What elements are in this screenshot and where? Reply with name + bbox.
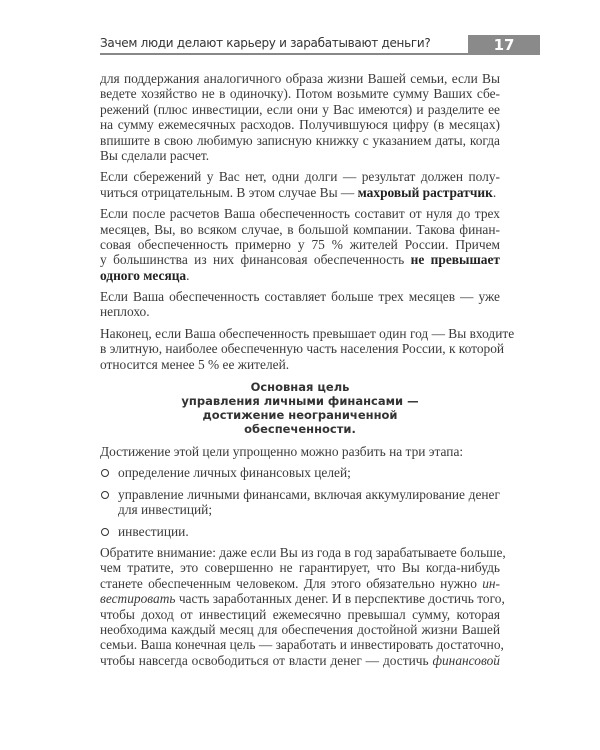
callout-line: управления личными финансами —: [181, 394, 419, 409]
bold-text: махровый растратчик: [357, 184, 493, 200]
text-span: .: [186, 267, 190, 283]
text-span: чтобы навсегда освободиться от власти денег — достичь: [100, 652, 433, 668]
text-line: [100, 607, 500, 622]
text-line: [100, 622, 500, 637]
paragraph: [100, 544, 506, 668]
paragraph: [100, 206, 500, 283]
italic-text: вестировать: [100, 591, 176, 607]
text-line: [100, 289, 500, 304]
paragraph: [100, 71, 500, 163]
page-body: [100, 71, 515, 674]
callout-box: [100, 380, 500, 436]
text-line: [100, 304, 500, 319]
text-span: .: [492, 184, 497, 200]
text-span: относится менее 5 % ее жителей.: [100, 356, 290, 372]
text-line: управление личными финансами, включая аккумулирование денег: [118, 486, 500, 502]
text-span: ведете хозяйство не в одиночку). Потом возьмите сумму Ваших сбе-: [100, 86, 500, 102]
text-line: [100, 341, 505, 357]
paragraph: [100, 289, 500, 320]
text-line: [100, 252, 500, 267]
text-span: у большинства из них финансовая обеспеченность: [100, 252, 411, 268]
text-line: [100, 653, 500, 668]
text-span: Вы сделали расчет.: [100, 147, 210, 163]
callout-line: достижение неограниченной: [202, 408, 398, 423]
text-span: режений (плюс инвестиции, если они у Вас имеются) и разделите ее: [100, 101, 500, 117]
paragraphs-after: [100, 544, 506, 668]
text-line: [100, 637, 504, 653]
text-span: совая обеспеченность примерно у 75 % жителей России. Причем: [100, 236, 500, 252]
text-line: [100, 117, 500, 132]
text-span: Если после расчетов Ваша обеспеченность составит от нуля до трех: [100, 206, 500, 222]
text-span: станете обеспеченным человеком. Для этого обязательно нужно: [100, 575, 483, 591]
bold-text: одного месяца: [100, 267, 187, 283]
text-line: [100, 206, 500, 221]
page-number: 17: [468, 35, 540, 55]
text-line: [100, 591, 505, 607]
callout-line: обеспеченности.: [244, 422, 356, 437]
paragraph: [100, 325, 515, 372]
list-item: [100, 524, 500, 539]
bullet-circle-icon: [101, 491, 109, 499]
text-line: [100, 148, 500, 163]
text-line: для инвестиций;: [118, 502, 213, 518]
text-span: Наконец, если Ваша обеспеченность превышает один год — Вы входите: [100, 325, 515, 341]
text-span: чтобы доход от инвестиций ежемесячно превышал сумму, которая: [100, 606, 500, 622]
text-span: неплохо.: [100, 304, 150, 320]
text-span: месяцев, Вы, во всяком случае, в большой компании. Такова финан-: [100, 221, 500, 237]
text-line: инвестиции.: [118, 523, 189, 539]
text-line: [100, 325, 515, 341]
text-span: впишите в свою любимую записную книжку с указанием даты, когда: [100, 132, 500, 148]
text-line: [100, 357, 500, 372]
callout-line: Основная цель: [250, 380, 350, 395]
text-line: [100, 169, 500, 184]
text-line: [100, 268, 500, 283]
paragraphs-before: [100, 71, 515, 372]
text-span: в элитную, наиболее обеспеченную часть населения России, к которой: [100, 341, 505, 357]
text-span: часть заработанных денег. И в перспективе достичь того,: [175, 591, 505, 607]
text-line: [100, 560, 500, 575]
text-line: [100, 185, 500, 200]
list-item: [100, 487, 500, 518]
text-span: семьи. Ваша конечная цель — заработать и инвестировать достаточно,: [100, 637, 504, 653]
text-span: Если Ваша обеспеченность составляет больше трех месяцев — уже: [100, 289, 500, 305]
text-span: Если сбережений у Вас нет, одни долги — результат должен полу-: [100, 169, 500, 185]
italic-text: ин-: [482, 575, 500, 591]
text-span: на сумму ежемесячных расходов. Получившуюся цифру (в месяцах): [100, 117, 500, 133]
text-line: определение личных финансовых целей;: [118, 465, 351, 481]
text-line: [100, 576, 500, 591]
italic-text: финансовой: [432, 652, 500, 668]
text-line: [100, 71, 500, 86]
text-line: [100, 237, 500, 252]
bullet-list: [100, 465, 500, 539]
chapter-title: Зачем люди делают карьеру и зарабатывают деньги?: [100, 36, 431, 50]
bold-text: не превышает: [410, 252, 500, 268]
text-span: необходима каждый месяц для обеспечения достойной жизни Вашей: [100, 621, 500, 637]
bullet-circle-icon: [101, 469, 109, 477]
bullet-circle-icon: [101, 528, 109, 536]
text-span: Обратите внимание: даже если Вы из года в год зарабатываете больше,: [100, 544, 506, 560]
list-item: [100, 465, 500, 480]
text-span: для поддержания аналогичного образа жизни Вашей семьи, если Вы: [100, 71, 500, 86]
intro-text: Достижение этой цели упрощенно можно разбить на три этапа:: [100, 444, 464, 460]
text-line: [100, 102, 500, 117]
text-line: [100, 86, 500, 101]
text-span: читься отрицательным. В этом случае Вы —: [100, 184, 358, 200]
text-span: чем тратите, это совершенно не гарантирует, что Вы когда-нибудь: [100, 560, 500, 576]
text-line: [100, 222, 500, 237]
text-line: [100, 133, 500, 148]
text-line: [100, 544, 506, 560]
paragraph: [100, 169, 500, 200]
